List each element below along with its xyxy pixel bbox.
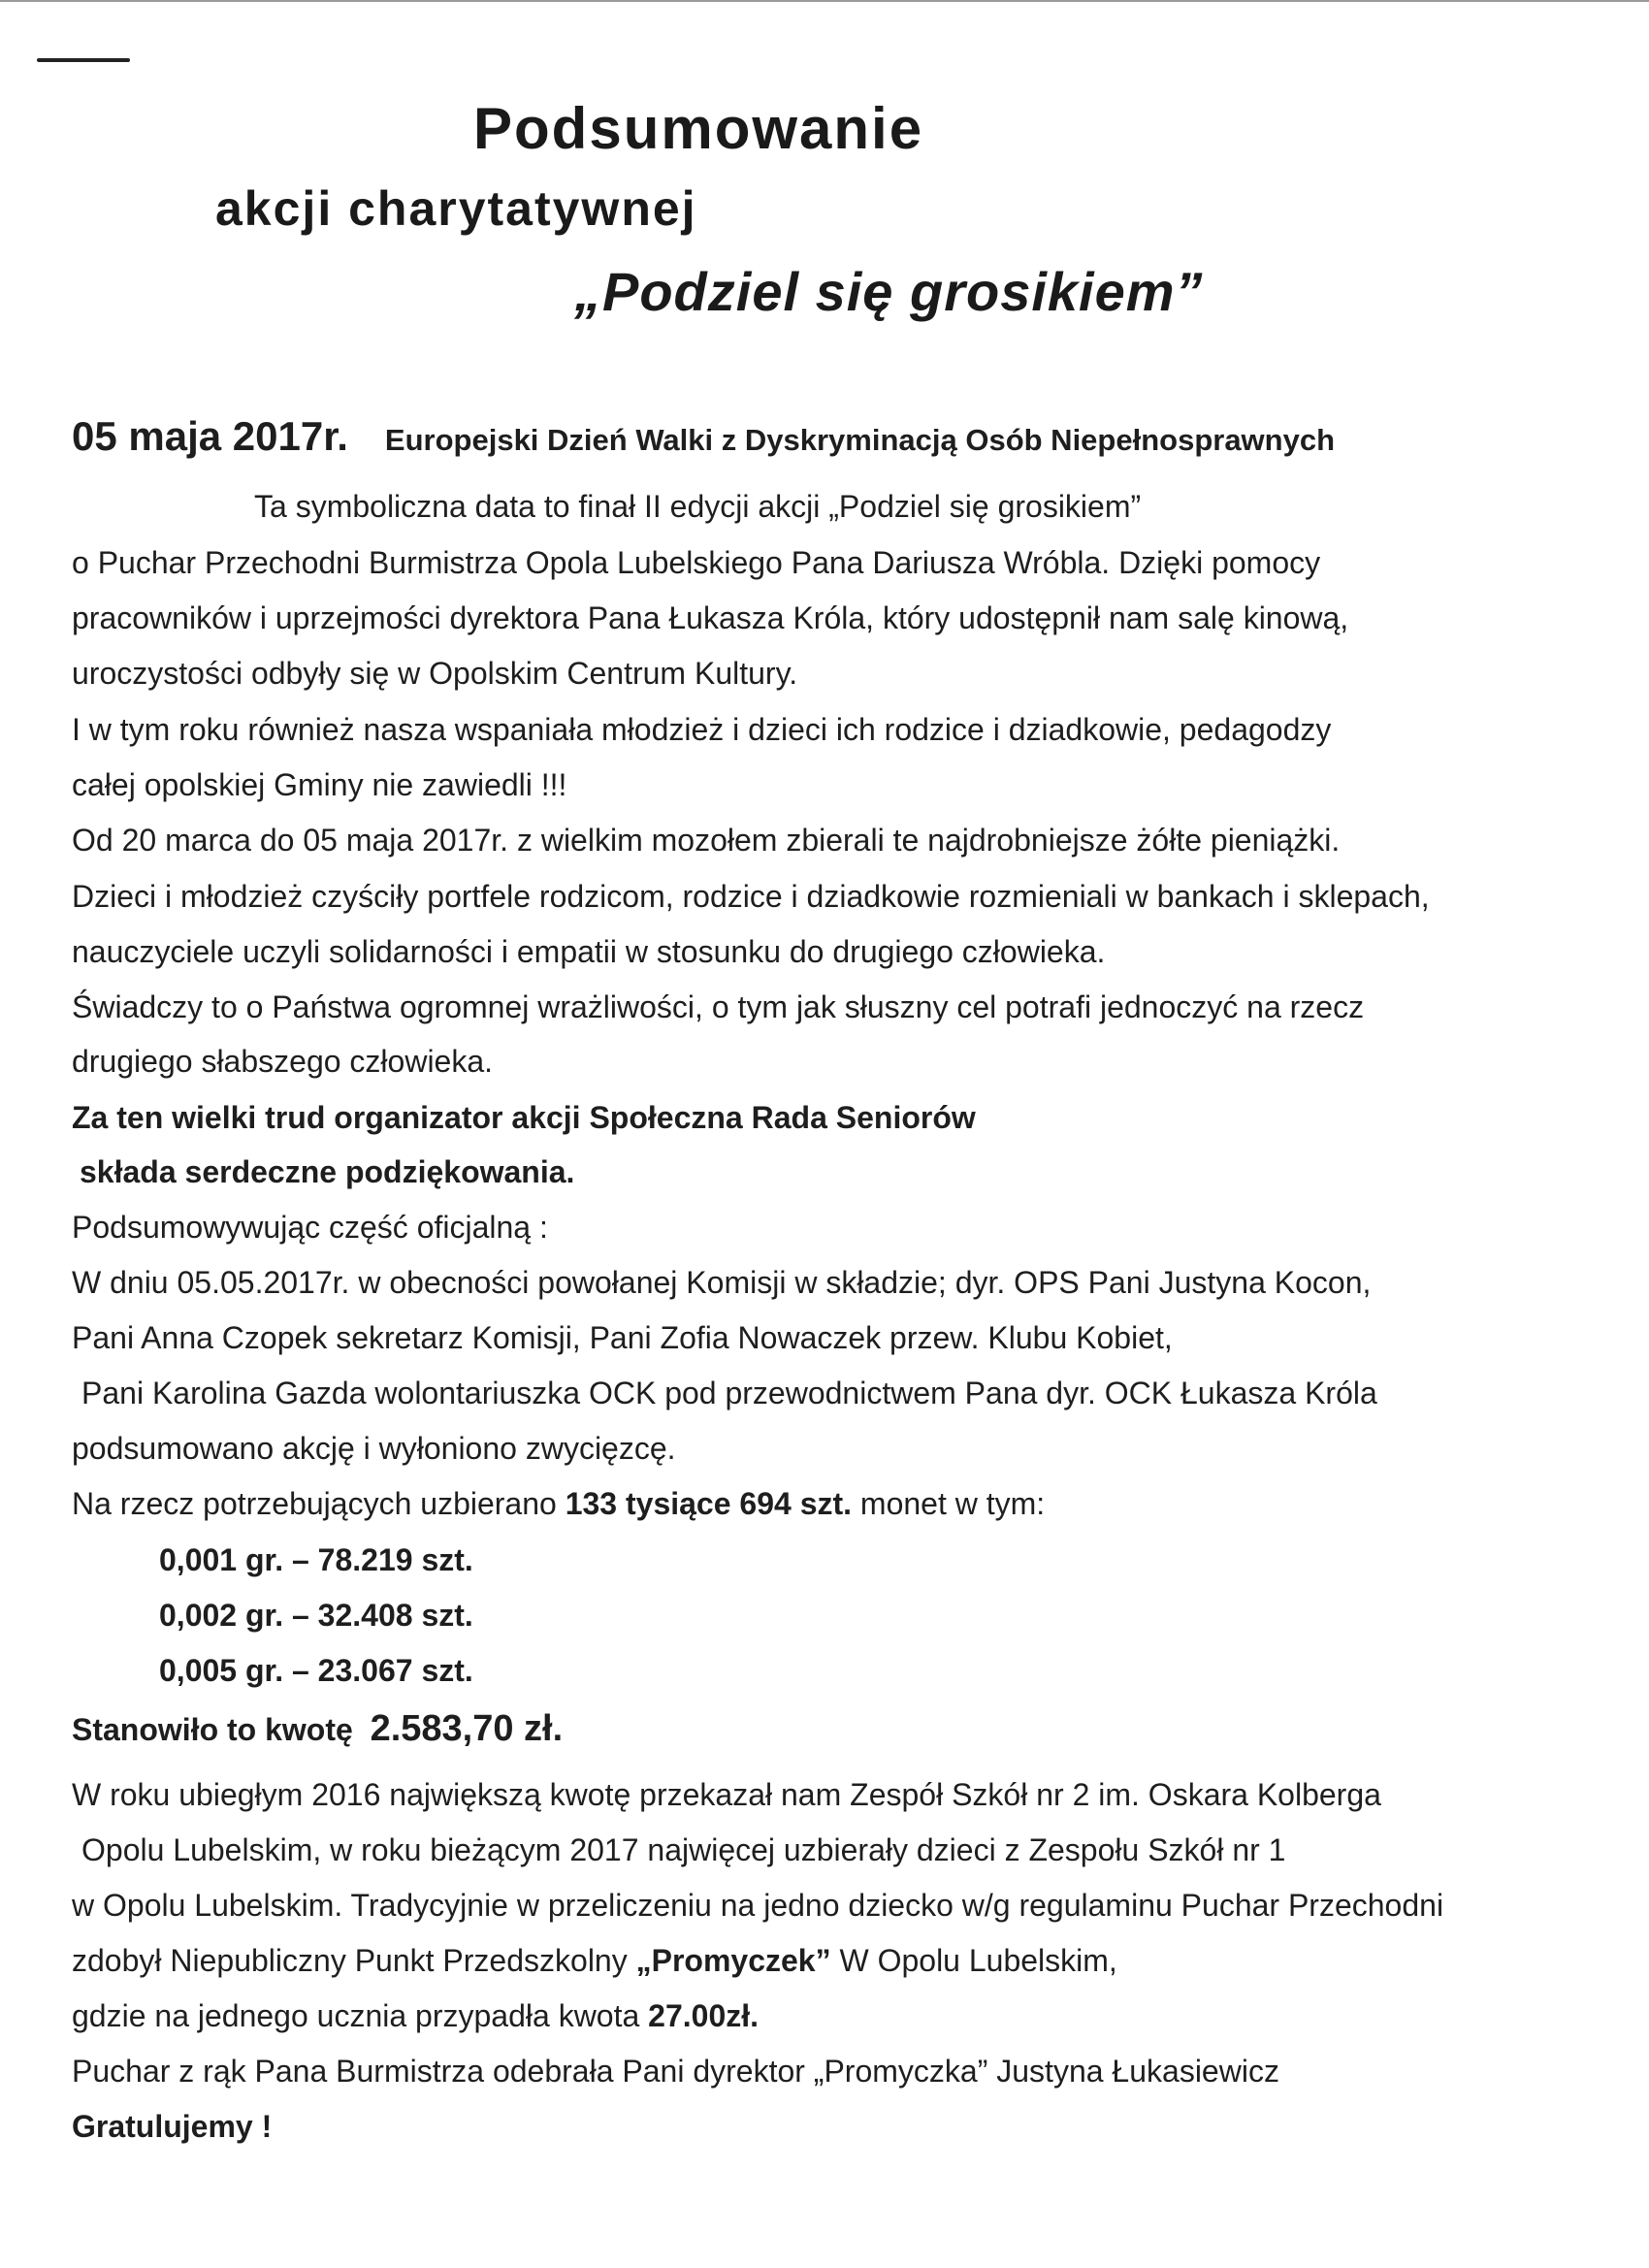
thanks-line-2: składa serdeczne podziękowania.	[80, 1154, 575, 1189]
body-line-1: Ta symboliczna data to finał II edycji akcji „Podziel się grosikiem”	[254, 489, 1142, 524]
congratulations: Gratulujemy !	[72, 2109, 273, 2144]
intro-event: Europejski Dzień Walki z Dyskryminacją Osób Niepełnosprawnych	[384, 423, 1336, 457]
body-line-10: Świadczy to o Państwa ogromnej wrażliwości, o tym jak słuszny cel potrafi jednoczyć na rzecz	[72, 989, 1365, 1024]
page-top-edge	[0, 0, 1649, 2]
coin-row-3: 0,005 gr. – 23.067 szt.	[159, 1653, 473, 1688]
title-subheading: akcji charytatywnej	[215, 181, 697, 236]
body-line-8: Dzieci i młodzież czyściły portfele rodzicom, rodzice i dziadkowie rozmieniali w bankach i sklepach,	[72, 879, 1430, 914]
intro-line	[72, 413, 1336, 460]
body-line-16: Pani Anna Czopek sekretarz Komisji, Pani Zofia Nowaczek przew. Klubu Kobiet,	[72, 1320, 1173, 1355]
coin-row-2: 0,002 gr. – 32.408 szt.	[159, 1598, 473, 1633]
body-line-25: Opolu Lubelskim, w roku bieżącym 2017 najwięcej uzbierały dzieci z Zespołu Szkół nr 1	[81, 1832, 1286, 1867]
body-line-24: W roku ubiegłym 2016 największą kwotę przekazał nam Zespół Szkół nr 2 im. Oskara Kolberga	[72, 1777, 1381, 1812]
body-line-11: drugiego słabszego człowieka.	[72, 1044, 494, 1079]
body-line-2: o Puchar Przechodni Burmistrza Opola Lubelskiego Pana Dariusza Wróbla. Dzięki pomocy	[72, 545, 1321, 580]
total-amount: 2.583,70 zł.	[370, 1708, 564, 1749]
coins-total-count: 133 tysiące 694 szt.	[565, 1486, 853, 1521]
body-line-5: I w tym roku również nasza wspaniała młodzież i dzieci ich rodzice i dziadkowie, pedagodzy	[72, 712, 1332, 747]
body-line-27	[72, 1941, 1117, 1980]
body-line-15: W dniu 05.05.2017r. w obecności powołanej Komisji w składzie; dyr. OPS Pani Justyna Kocon,	[72, 1265, 1372, 1300]
winner-text-c: W Opolu Lubelskim,	[830, 1943, 1117, 1978]
body-line-3: pracowników i uprzejmości dyrektora Pana Łukasza Króla, który udostępnił nam salę kinową,	[72, 600, 1349, 635]
total-label: Stanowiło to kwotę	[72, 1712, 353, 1747]
thanks-line-1: Za ten wielki trud organizator akcji Społeczna Rada Seniorów	[72, 1100, 976, 1135]
total-amount-line	[72, 1709, 563, 1749]
coins-collected-line	[72, 1484, 1045, 1523]
body-line-28	[72, 1996, 759, 2035]
margin-dash-mark	[37, 58, 130, 62]
body-line-14: Podsumowywując część oficjalną :	[72, 1210, 548, 1245]
body-line-17: Pani Karolina Gazda wolontariuszka OCK pod przewodnictwem Pana dyr. OCK Łukasza Króla	[81, 1376, 1377, 1410]
body-line-9: nauczyciele uczyli solidarności i empatii w stosunku do drugiego człowieka.	[72, 934, 1106, 969]
title-campaign-name: „Podziel się grosikiem”	[574, 261, 1204, 322]
coin-row-1: 0,001 gr. – 78.219 szt.	[159, 1542, 473, 1577]
body-line-26: w Opolu Lubelskim. Tradycyjnie w przeliczeniu na jedno dziecko w/g regulaminu Puchar Przechodni	[72, 1888, 1444, 1923]
body-line-29: Puchar z rąk Pana Burmistrza odebrała Pani dyrektor „Promyczka” Justyna Łukasiewicz	[72, 2054, 1279, 2089]
body-line-18: podsumowano akcję i wyłoniono zwycięzcę.	[72, 1431, 676, 1466]
body-line-4: uroczystości odbyły się w Opolskim Centrum Kultury.	[72, 656, 798, 691]
coins-text-c: monet w tym:	[852, 1486, 1046, 1521]
intro-date: 05 maja 2017r.	[72, 413, 348, 459]
body-line-7: Od 20 marca do 05 maja 2017r. z wielkim mozołem zbierali te najdrobniejsze żółte pieniążki.	[72, 823, 1341, 858]
winner-text-a: zdobył Niepubliczny Punkt Przedszkolny	[72, 1943, 636, 1978]
coins-text-a: Na rzecz potrzebujących uzbierano	[72, 1486, 566, 1521]
winner-name: „Promyczek”	[635, 1943, 831, 1978]
body-line-6: całej opolskiej Gminy nie zawiedli !!!	[72, 767, 567, 802]
per-pupil-text: gdzie na jednego ucznia przypadła kwota	[72, 1998, 649, 2033]
title-heading: Podsumowanie	[473, 96, 924, 161]
per-pupil-amount: 27.00zł.	[648, 1998, 760, 2033]
